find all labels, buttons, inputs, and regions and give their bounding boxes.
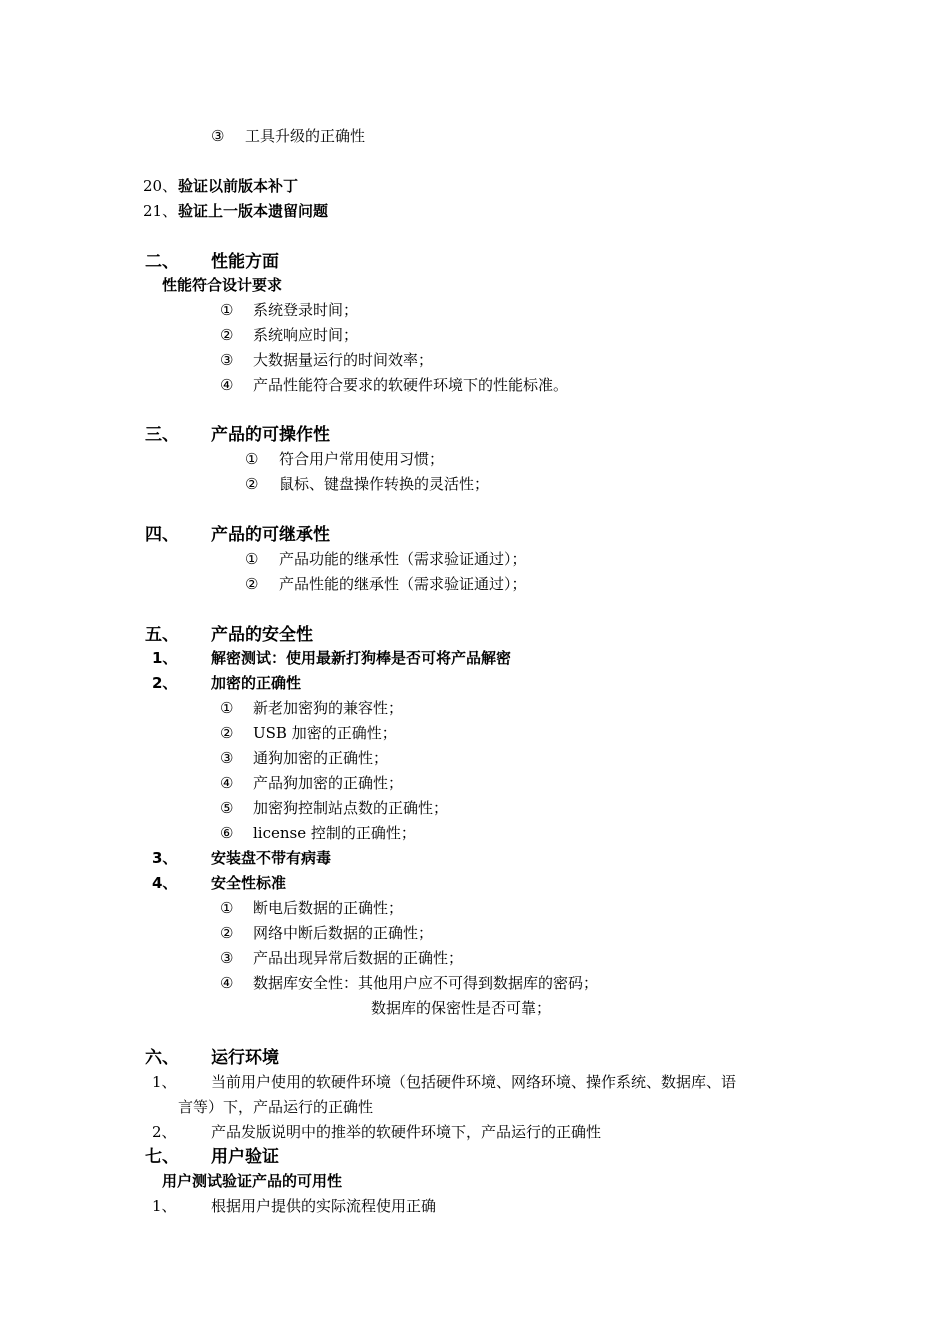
item-text: 验证以前版本补丁 [178,177,299,195]
item-text: 当前用户使用的软硬件环境（包括硬件环境、网络环境、操作系统、数据库、语 [211,1073,737,1091]
item-text-continuation: 言等）下，产品运行的正确性 [178,1098,374,1116]
list-marker: ② [220,924,234,942]
list-item-text: USB 加密的正确性； [253,724,397,742]
item-number: 2、 [152,1123,177,1141]
list-item-text: 鼠标、键盘操作转换的灵活性； [279,475,490,493]
item-number: 1、 [152,1073,177,1091]
item-text: 验证上一版本遗留问题 [178,202,329,220]
item-text: 根据用户提供的实际流程使用正确 [211,1197,437,1215]
section-title: 产品的安全性 [211,625,313,645]
item-number: 3、 [152,849,178,867]
list-item-text: 符合用户常用使用习惯； [279,450,445,468]
list-marker: ③ [211,127,225,145]
list-item-text: 产品狗加密的正确性； [253,774,404,792]
list-item-text: 新老加密狗的兼容性； [253,699,404,717]
list-item-text: 系统响应时间； [253,326,359,344]
section-title: 产品的可继承性 [211,525,330,545]
section-title: 产品的可操作性 [211,425,330,445]
section-number: 三、 [145,425,179,445]
item-text: 安装盘不带有病毒 [211,849,332,867]
list-marker: ② [245,575,259,593]
item-text: 解密测试：使用最新打狗棒是否可将产品解密 [211,649,512,667]
list-marker: ③ [220,949,234,967]
section-number: 二、 [145,252,179,272]
item-number: 21、 [143,202,178,220]
list-item-text: 产品功能的继承性（需求验证通过）； [279,550,527,568]
list-marker: ② [245,475,259,493]
section-subtitle: 性能符合设计要求 [162,276,283,294]
section-title: 运行环境 [211,1048,279,1068]
list-marker: ① [220,301,234,319]
list-item-text: 产品出现异常后数据的正确性； [253,949,464,967]
item-number: 2、 [152,674,178,692]
list-marker: ④ [220,376,234,394]
section-subtitle: 用户测试验证产品的可用性 [162,1172,343,1190]
list-item-text: 网络中断后数据的正确性； [253,924,434,942]
list-marker: ① [220,899,234,917]
list-item-text: 加密狗控制站点数的正确性； [253,799,449,817]
item-number: 20、 [143,177,178,195]
list-marker: ② [220,724,234,742]
list-marker: ① [220,699,234,717]
list-item-text: 产品性能的继承性（需求验证通过）； [279,575,527,593]
list-item-text: 数据库安全性：其他用户应不可得到数据库的密码； [253,974,599,992]
list-item-text: 通狗加密的正确性； [253,749,389,767]
item-text: 安全性标准 [211,874,287,892]
section-number: 四、 [145,525,179,545]
list-marker: ① [245,450,259,468]
list-item-continuation: 数据库的保密性是否可靠； [371,999,552,1017]
item-text: 加密的正确性 [211,674,302,692]
section-title: 性能方面 [211,252,279,272]
list-marker: ⑥ [220,824,234,842]
list-marker: ⑤ [220,799,234,817]
section-title: 用户验证 [211,1147,279,1167]
list-item-text: 工具升级的正确性 [245,127,366,145]
list-marker: ④ [220,974,234,992]
list-item-text: 大数据量运行的时间效率； [253,351,434,369]
section-number: 六、 [145,1048,179,1068]
list-item-text: 系统登录时间； [253,301,359,319]
list-marker: ③ [220,749,234,767]
item-number: 4、 [152,874,178,892]
list-marker: ① [245,550,259,568]
list-marker: ④ [220,774,234,792]
list-item-text: license 控制的正确性； [253,824,416,842]
section-number: 五、 [145,625,179,645]
item-number: 1、 [152,649,178,667]
list-marker: ③ [220,351,234,369]
list-item-text: 产品性能符合要求的软硬件环境下的性能标准。 [253,376,569,394]
section-number: 七、 [145,1147,179,1167]
list-marker: ② [220,326,234,344]
item-text: 产品发版说明中的推举的软硬件环境下，产品运行的正确性 [211,1123,602,1141]
item-number: 1、 [152,1197,177,1215]
list-item-text: 断电后数据的正确性； [253,899,404,917]
